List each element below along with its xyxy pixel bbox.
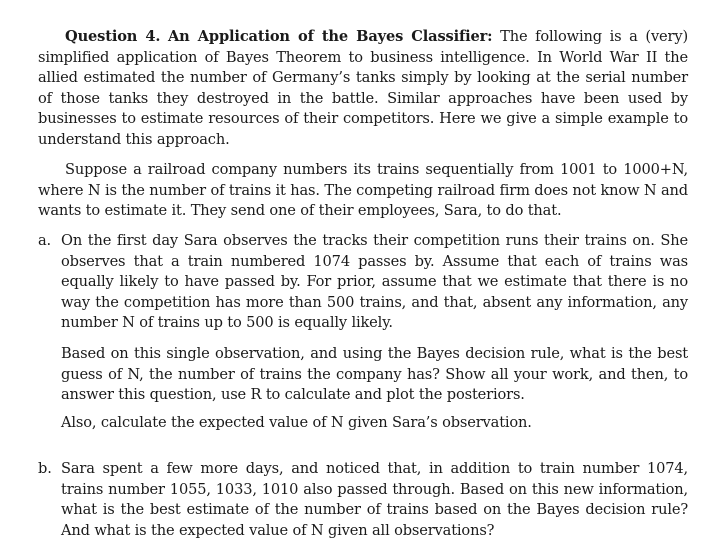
part-a-followup-2: Also, calculate the expected value of N given Sara’s observation. xyxy=(61,414,532,431)
part-a-text: On the first day Sara observes the tracks their competition runs their trains on. She observes that a train numbered 1074 passes by. Assume that each of trains was equally likely to have passed by. For prior, assume that we estimate that there is no way the competition has more than 500 trains, and that, absent any information, any number N of trains up to 500 is equally likely. xyxy=(61,232,688,331)
question-title: An Application of the Bayes Classifier: xyxy=(168,28,493,45)
part-a-marker: a. xyxy=(38,232,52,249)
question-intro-text: The following is a (very) simplified application of Bayes Theorem to business intelligence. In World War II the allied estimated the number of Germany’s tanks simply by looking at the serial number of those tanks they destroyed in the battle. Similar approaches have been used by businesses to estimate resources of their competitors. Here we give a simple example to understand this approach. xyxy=(38,28,688,148)
setup-text: Suppose a railroad company numbers its trains sequentially from 1001 to 1000+N, where N is the number of trains it has. The competing railroad firm does not know N and wants to estimate it. They send one of their employees, Sara, to do that. xyxy=(38,161,688,219)
question-intro-paragraph xyxy=(38,27,688,150)
part-b-text: Sara spent a few more days, and noticed that, in addition to train number 1074, trains number 1055, 1033, 1010 also passed through. Based on this new information, what is the best estimate of the number of trains based on the Bayes decision rule? And what is the expected value of N given all observations? xyxy=(61,460,688,539)
setup-paragraph xyxy=(38,160,688,222)
part-a-followup-1: Based on this single observation, and using the Bayes decision rule, what is the best guess of N, the number of trains the company has? Show all your work, and then, to answer this question, use R to calculate and plot the posteriors. xyxy=(61,345,688,403)
part-b xyxy=(38,459,688,541)
part-a xyxy=(38,231,688,334)
question-label: Question 4. xyxy=(65,28,161,45)
part-b-marker: b. xyxy=(38,460,52,477)
